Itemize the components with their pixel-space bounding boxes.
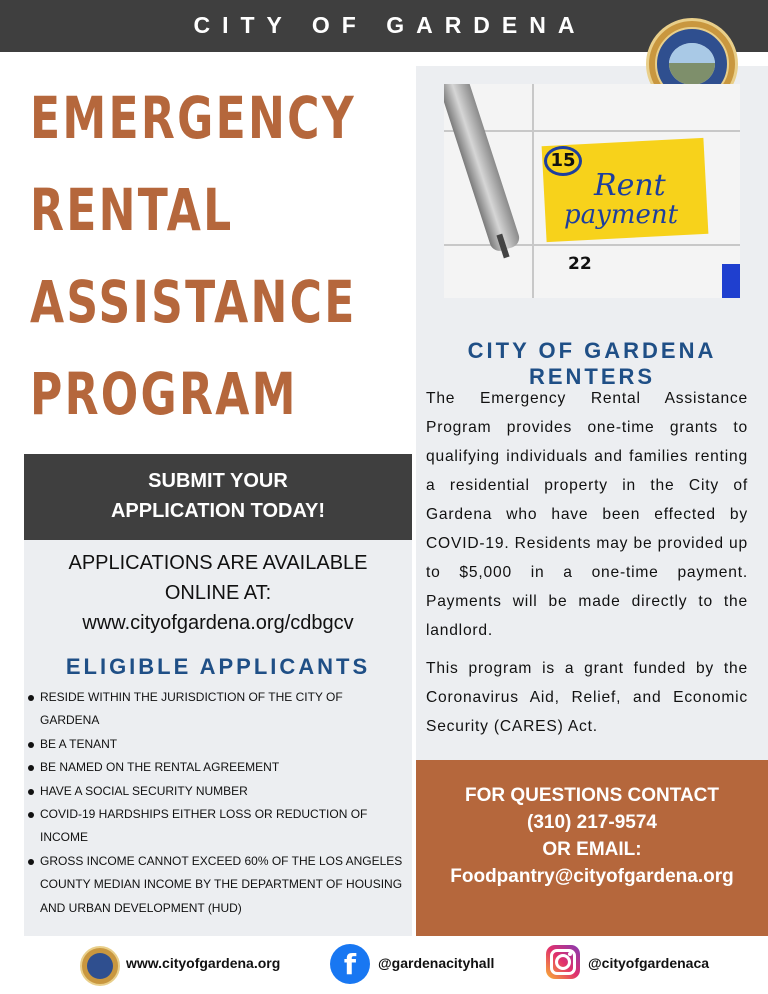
circled-day: 15 xyxy=(544,146,582,176)
seal-cityscape xyxy=(669,43,715,85)
contact-box xyxy=(416,760,768,936)
city-seal-icon xyxy=(80,946,120,986)
submit-line: APPLICATION TODAY! xyxy=(110,500,326,522)
list-item: BE A TENANT xyxy=(24,733,404,756)
availability-line: APPLICATIONS ARE AVAILABLE xyxy=(68,552,368,574)
instagram-icon[interactable] xyxy=(546,945,580,979)
title-line: RENTAL xyxy=(30,176,234,244)
submit-banner xyxy=(24,454,412,540)
website-link[interactable]: www.cityofgardena.org xyxy=(126,955,281,971)
title-line: ASSISTANCE xyxy=(30,268,357,336)
facebook-handle-link[interactable]: @gardenacityhall xyxy=(378,955,495,971)
header-title: CITY OF GARDENA xyxy=(193,12,587,38)
eligible-heading: ELIGIBLE APPLICANTS xyxy=(65,654,371,679)
pen-image xyxy=(444,84,522,253)
submit-line: SUBMIT YOUR xyxy=(148,470,288,492)
calendar-day-22: 22 xyxy=(568,254,592,274)
funding-description: This program is a grant funded by the Coronavirus Aid, Relief, and Economic Security (CARES) Act. xyxy=(426,660,748,735)
rent-payment-calendar-photo xyxy=(444,84,740,298)
handwritten-rent: Rent xyxy=(594,168,666,203)
list-item: BE NAMED ON THE RENTAL AGREEMENT xyxy=(24,756,404,779)
availability-block xyxy=(24,548,412,638)
instagram-handle-link[interactable]: @cityofgardenaca xyxy=(588,955,710,971)
list-item: COVID-19 HARDSHIPS EITHER LOSS OR REDUCTION OF INCOME xyxy=(24,803,404,850)
program-title xyxy=(30,72,357,440)
email-link[interactable]: Foodpantry@cityofgardena.org xyxy=(450,866,734,887)
facebook-icon[interactable]: f xyxy=(330,944,370,984)
phone-link[interactable]: (310) 217-9574 xyxy=(527,812,657,833)
application-url-link[interactable]: www.cityofgardena.org/cdbgcv xyxy=(82,612,354,634)
title-line: EMERGENCY xyxy=(30,84,357,152)
list-item: RESIDE WITHIN THE JURISDICTION OF THE CITY OF GARDENA xyxy=(24,686,404,733)
list-item: GROSS INCOME CANNOT EXCEED 60% OF THE LOS ANGELES COUNTY MEDIAN INCOME BY THE DEPARTMENT OF HOUSING AND URBAN DEVELOPMENT (HUD) xyxy=(24,850,404,920)
footer xyxy=(0,940,768,994)
eligibility-list xyxy=(24,686,404,920)
program-description: The Emergency Rental Assistance Program provides one-time grants to qualifying individuals and families renting a residential property in the City of Gardena who have been effected by COVID-19. Residents may be provided up to $5,000 in a one-time payment. Payments will be made directly to the landlord. xyxy=(426,390,748,639)
contact-line: FOR QUESTIONS CONTACT xyxy=(464,785,720,806)
contact-line: OR EMAIL: xyxy=(542,839,642,860)
availability-line: ONLINE AT: xyxy=(164,582,272,604)
handwritten-payment: payment xyxy=(564,200,679,230)
title-line: PROGRAM xyxy=(30,360,298,428)
blue-marker-image xyxy=(722,264,740,298)
renters-heading: CITY OF GARDENA RENTERS xyxy=(467,338,717,389)
list-item: HAVE A SOCIAL SECURITY NUMBER xyxy=(24,780,404,803)
